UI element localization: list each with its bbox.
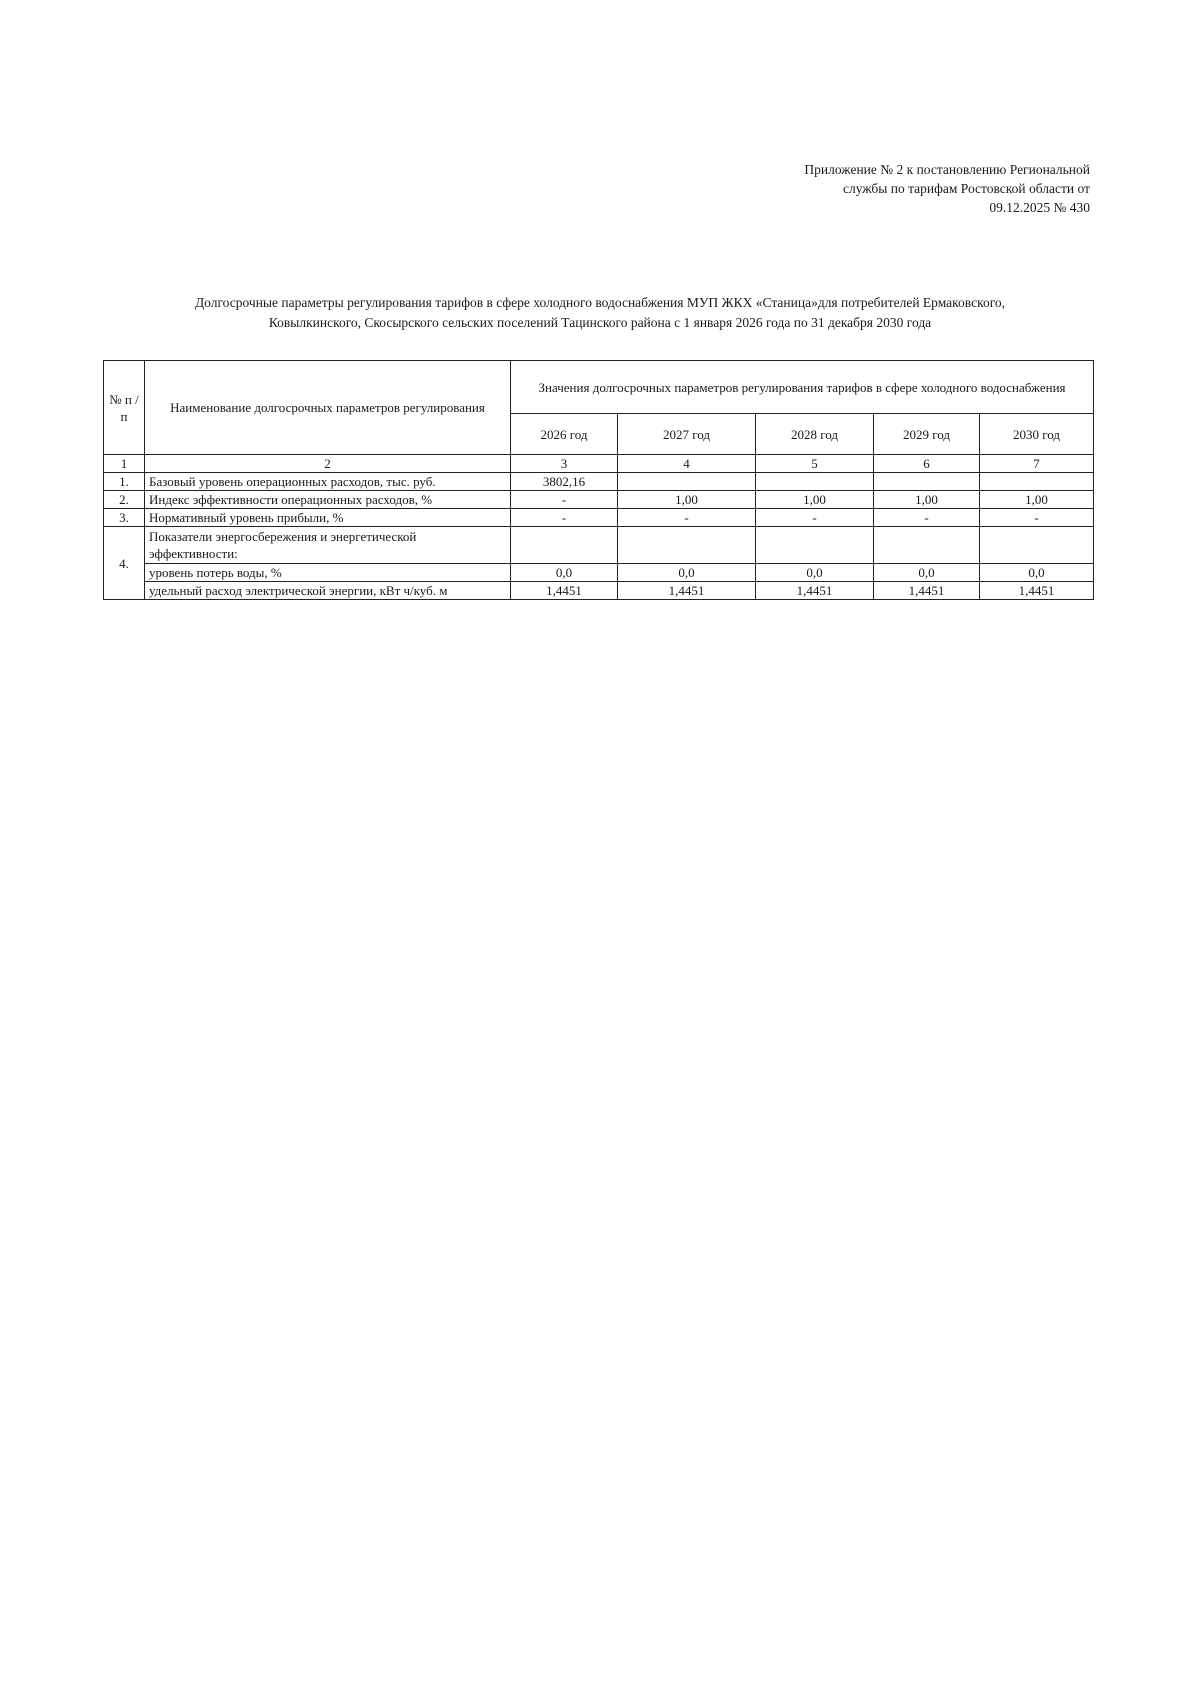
header-year: 2026 год xyxy=(511,414,618,455)
row-value: 1,4451 xyxy=(874,582,980,600)
row-value: - xyxy=(874,509,980,527)
row-value: - xyxy=(511,509,618,527)
table-row xyxy=(104,564,1094,582)
column-numbers-row xyxy=(104,455,1094,473)
row-value-empty xyxy=(618,527,756,564)
row-value: 3802,16 xyxy=(511,473,618,491)
column-number: 2 xyxy=(145,455,511,473)
appendix-note xyxy=(710,160,1090,217)
row-value xyxy=(756,473,874,491)
row-num: 2. xyxy=(104,491,145,509)
row-name: Индекс эффективности операционных расходов, % xyxy=(145,491,511,509)
row-name: уровень потерь воды, % xyxy=(145,564,511,582)
row-num: 1. xyxy=(104,473,145,491)
row-value-empty xyxy=(756,527,874,564)
row-value: 0,0 xyxy=(874,564,980,582)
row-value: 1,00 xyxy=(980,491,1094,509)
row-value: - xyxy=(756,509,874,527)
row-name: удельный расход электрической энергии, кВт ч/куб. м xyxy=(145,582,511,600)
row-value: 0,0 xyxy=(980,564,1094,582)
document-title-line-2: Ковылкинского, Скосырского сельских поселений Тацинского района с 1 января 2026 года по 31 декабря 2030 года xyxy=(268,315,932,330)
row-value: 1,00 xyxy=(874,491,980,509)
row-value: 1,4451 xyxy=(618,582,756,600)
header-name: Наименование долгосрочных параметров регулирования xyxy=(145,361,511,455)
row-value: 1,4451 xyxy=(756,582,874,600)
header-row xyxy=(104,361,1094,414)
appendix-line-2: службы по тарифам Ростовской области от xyxy=(842,181,1090,196)
row-value: 0,0 xyxy=(511,564,618,582)
row-value: 1,00 xyxy=(618,491,756,509)
document-title-line-1: Долгосрочные параметры регулирования тарифов в сфере холодного водоснабжения МУП ЖКХ «Станица»для потребителей Ермаковского, xyxy=(194,295,1006,310)
header-year: 2028 год xyxy=(756,414,874,455)
column-number: 4 xyxy=(618,455,756,473)
table-row xyxy=(104,473,1094,491)
row-value xyxy=(980,473,1094,491)
row-num: 4. xyxy=(104,527,145,600)
column-number: 5 xyxy=(756,455,874,473)
row-value: 1,4451 xyxy=(511,582,618,600)
parameters-table xyxy=(103,360,1094,600)
row-value: - xyxy=(980,509,1094,527)
row-value-empty xyxy=(874,527,980,564)
row-name: Показатели энергосбережения и энергетической эффективности: xyxy=(145,527,511,564)
header-year: 2030 год xyxy=(980,414,1094,455)
row-num: 3. xyxy=(104,509,145,527)
row-name: Нормативный уровень прибыли, % xyxy=(145,509,511,527)
row-value: 0,0 xyxy=(756,564,874,582)
column-number: 7 xyxy=(980,455,1094,473)
header-values: Значения долгосрочных параметров регулирования тарифов в сфере холодного водоснабжения xyxy=(511,361,1094,414)
table-row xyxy=(104,491,1094,509)
row-value: - xyxy=(511,491,618,509)
header-year: 2029 год xyxy=(874,414,980,455)
row-value xyxy=(874,473,980,491)
table-row xyxy=(104,509,1094,527)
row-value-empty xyxy=(511,527,618,564)
appendix-line-3: 09.12.2025 № 430 xyxy=(989,200,1090,215)
table-row-group-heading xyxy=(104,527,1094,564)
row-name: Базовый уровень операционных расходов, тыс. руб. xyxy=(145,473,511,491)
document-title xyxy=(100,293,1100,333)
header-num: № п /п xyxy=(104,361,145,455)
row-value-empty xyxy=(980,527,1094,564)
row-value: 0,0 xyxy=(618,564,756,582)
column-number: 1 xyxy=(104,455,145,473)
appendix-line-1: Приложение № 2 к постановлению Региональной xyxy=(804,162,1090,177)
row-value: 1,4451 xyxy=(980,582,1094,600)
header-year: 2027 год xyxy=(618,414,756,455)
row-value: 1,00 xyxy=(756,491,874,509)
row-value: - xyxy=(618,509,756,527)
table-row xyxy=(104,582,1094,600)
row-value xyxy=(618,473,756,491)
column-number: 3 xyxy=(511,455,618,473)
column-number: 6 xyxy=(874,455,980,473)
